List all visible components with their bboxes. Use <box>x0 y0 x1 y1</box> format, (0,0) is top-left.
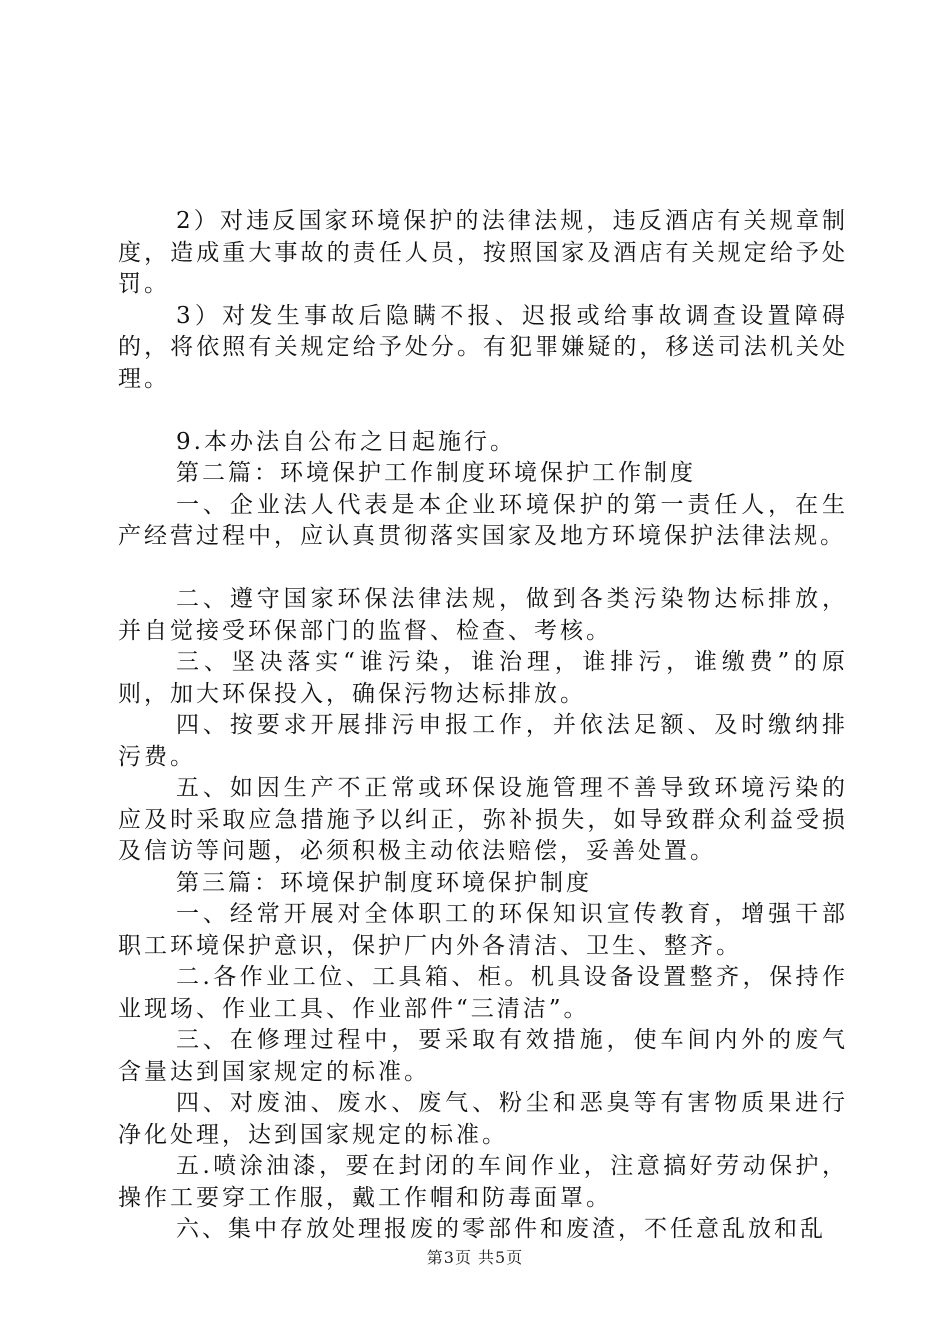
paragraph-penalty-3: 3）对发生事故后隐瞒不报、迟报或给事故调查设置障碍的，将依照有关规定给予处分。有犯罪嫌疑的，移送司法机关处理。 <box>118 302 848 392</box>
section-heading-part-2: 第二篇：环境保护工作制度环境保护工作制度 <box>176 460 696 486</box>
paragraph-part3-item-6: 六、集中存放处理报废的零部件和废渣，不任意乱放和乱 <box>176 1216 826 1242</box>
paragraph-effective-date: 9.本办法自公布之日起施行。 <box>176 428 516 455</box>
paragraph-part3-item-1: 一、经常开展对全体职工的环保知识宣传教育，增强干部职工环境保护意识，保护厂内外各清洁、卫生、整齐。 <box>118 901 848 959</box>
paragraph-part2-item-1: 一、企业法人代表是本企业环境保护的第一责任人，在生产经营过程中，应认真贯彻落实国家及地方环境保护法律法规。 <box>118 491 848 549</box>
paragraph-part2-item-3: 三、坚决落实“谁污染，谁治理，谁排污，谁缴费”的原则，加大环保投入，确保污物达标排放。 <box>118 649 848 707</box>
paragraph-part3-item-2: 二.各作业工位、工具箱、柜。机具设备设置整齐，保持作业现场、作业工具、作业部件“三清洁”。 <box>118 964 848 1022</box>
paragraph-part2-item-2: 二、遵守国家环保法律法规，做到各类污染物达标排放，并自觉接受环保部门的监督、检查、考核。 <box>118 586 848 644</box>
document-body <box>118 206 848 1246</box>
paragraph-part2-item-5: 五、如因生产不正常或环保设施管理不善导致环境污染的应及时采取应急措施予以纠正，弥补损失，如导致群众利益受损及信访等问题，必须积极主动依法赔偿，妥善处置。 <box>118 775 848 864</box>
paragraph-part2-item-4: 四、按要求开展排污申报工作，并依法足额、及时缴纳排污费。 <box>118 712 848 770</box>
spacer <box>118 395 848 427</box>
paragraph-part3-item-4: 四、对废油、废水、废气、粉尘和恶臭等有害物质果进行净化处理，达到国家规定的标准。 <box>118 1090 848 1148</box>
paragraph-penalty-2: 2）对违反国家环境保护的法律法规，违反酒店有关规章制度，造成重大事故的责任人员，按照国家及酒店有关规定给予处罚。 <box>118 208 848 297</box>
page-number-footer: 第3页 共5页 <box>426 1248 524 1267</box>
paragraph-part3-item-3: 三、在修理过程中，要采取有效措施，使车间内外的废气含量达到国家规定的标准。 <box>118 1027 848 1085</box>
section-heading-part-3: 第三篇：环境保护制度环境保护制度 <box>176 869 592 896</box>
spacer <box>118 553 848 585</box>
paragraph-part3-item-5: 五.喷涂油漆，要在封闭的车间作业，注意搞好劳动保护，操作工要穿工作服，戴工作帽和防毒面罩。 <box>118 1153 848 1211</box>
